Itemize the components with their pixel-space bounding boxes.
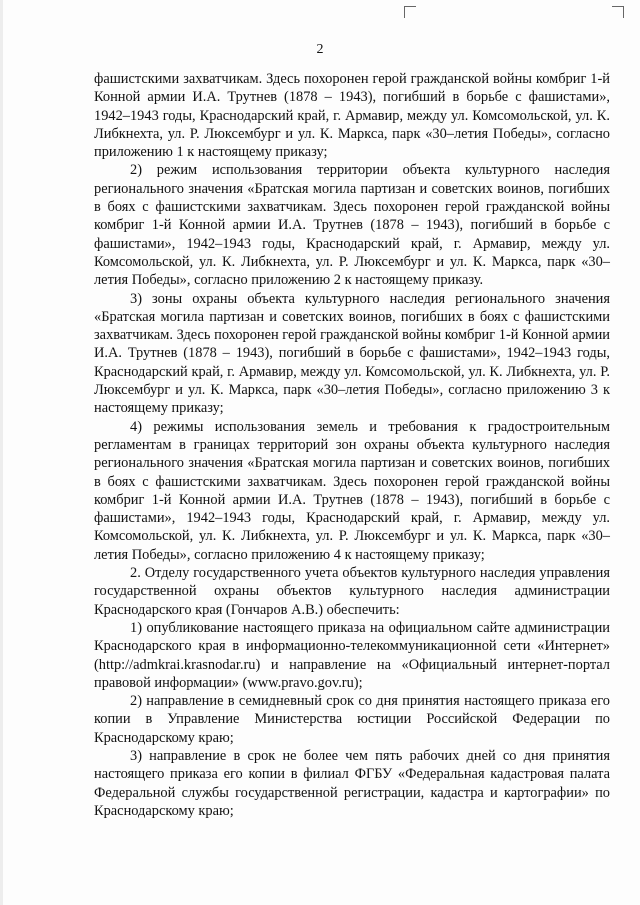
- page-number: 2: [316, 42, 324, 57]
- scan-corner-mark-left: [404, 6, 416, 18]
- paragraph-item-2-1: 1) опубликование настоящего приказа на официальном сайте администрации Краснодарского края в информационно-телекоммуникационной сети «Интернет» (http://admkrai.krasnodar.ru) и направление на «Официальный интернет-портал правовой информации» (www.pravo.gov.ru);: [94, 619, 610, 691]
- paragraph-item-1-3: 3) зоны охраны объекта культурного наследия регионального значения «Братская могила партизан и советских воинов, погибших в боях с фашистскими захватчикам. Здесь похоронен герой гражданской войны комбриг 1-й Конной армии И.А. Трутнев (1878 – 1943), погибший в борьбе с фашистами», 1942–1943 годы, Краснодарский край, г. Армавир, между ул. Комсомольской, ул. К. Либкнехта, ул. Р. Люксембург и ул. К. Маркса, парк «30–летия Победы», согласно приложению 3 к настоящему приказу;: [94, 290, 610, 417]
- paragraph-item-2-2: 2) направление в семидневный срок со дня принятия настоящего приказа его копии в Управление Министерства юстиции Российской Федерации по Краснодарскому краю;: [94, 693, 610, 746]
- scan-corner-mark-right: [612, 6, 624, 18]
- paragraph-item-2-3: 3) направление в срок не более чем пять рабочих дней со дня принятия настоящего приказа его копии в филиал ФГБУ «Федеральная кадастровая палата Федеральной службы государственной регистрации, кадастра и картографии» по Краснодарскому краю;: [94, 747, 610, 819]
- paragraph-item-2: 2. Отделу государственного учета объектов культурного наследия управления государственной охраны объектов культурного наследия администрации Краснодарского края (Гончаров А.В.) обеспечить:: [94, 565, 610, 618]
- paragraph-continuation: фашистскими захватчикам. Здесь похоронен герой гражданской войны комбриг 1-й Конной армии И.А. Трутнев (1878 – 1943), погибший в борьбе с фашистами», 1942–1943 годы, Краснодарский край, г. Армавир, между ул. Комсомольской, ул. К. Либкнехта, ул. Р. Люксембург и ул. К. Маркса, парк «30–летия Победы», согласно приложению 1 к настоящему приказу;: [94, 71, 610, 161]
- document-body: [94, 70, 610, 820]
- paragraph-item-1-2: 2) режим использования территории объекта культурного наследия регионального значения «Братская могила партизан и советских воинов, погибших в боях с фашистскими захватчикам. Здесь похоронен герой гражданской войны комбриг 1-й Конной армии И.А. Трутнев (1878 – 1943), погибший в борьбе с фашистами», 1942–1943 годы, Краснодарский край, г. Армавир, между ул. Комсомольской, ул. К. Либкнехта, ул. Р. Люксембург и ул. К. Маркса, парк «30–летия Победы», согласно приложению 2 к настоящему приказу.: [94, 162, 610, 289]
- paragraph-item-1-4: 4) режимы использования земель и требования к градостроительным регламентам в границах территорий зон охраны объекта культурного наследия регионального значения «Братская могила партизан и советских воинов, погибших в боях с фашистскими захватчикам. Здесь похоронен герой гражданской войны комбриг 1-й Конной армии И.А. Трутнев (1878 – 1943), погибший в борьбе с фашистами», 1942–1943 годы, Краснодарский край, г. Армавир, между ул. Комсомольской, ул. К. Либкнехта, ул. Р. Люксембург и ул. К. Маркса, парк «30–летия Победы», согласно приложению 4 к настоящему приказу;: [94, 418, 610, 563]
- scan-edge-shadow: [0, 0, 3, 905]
